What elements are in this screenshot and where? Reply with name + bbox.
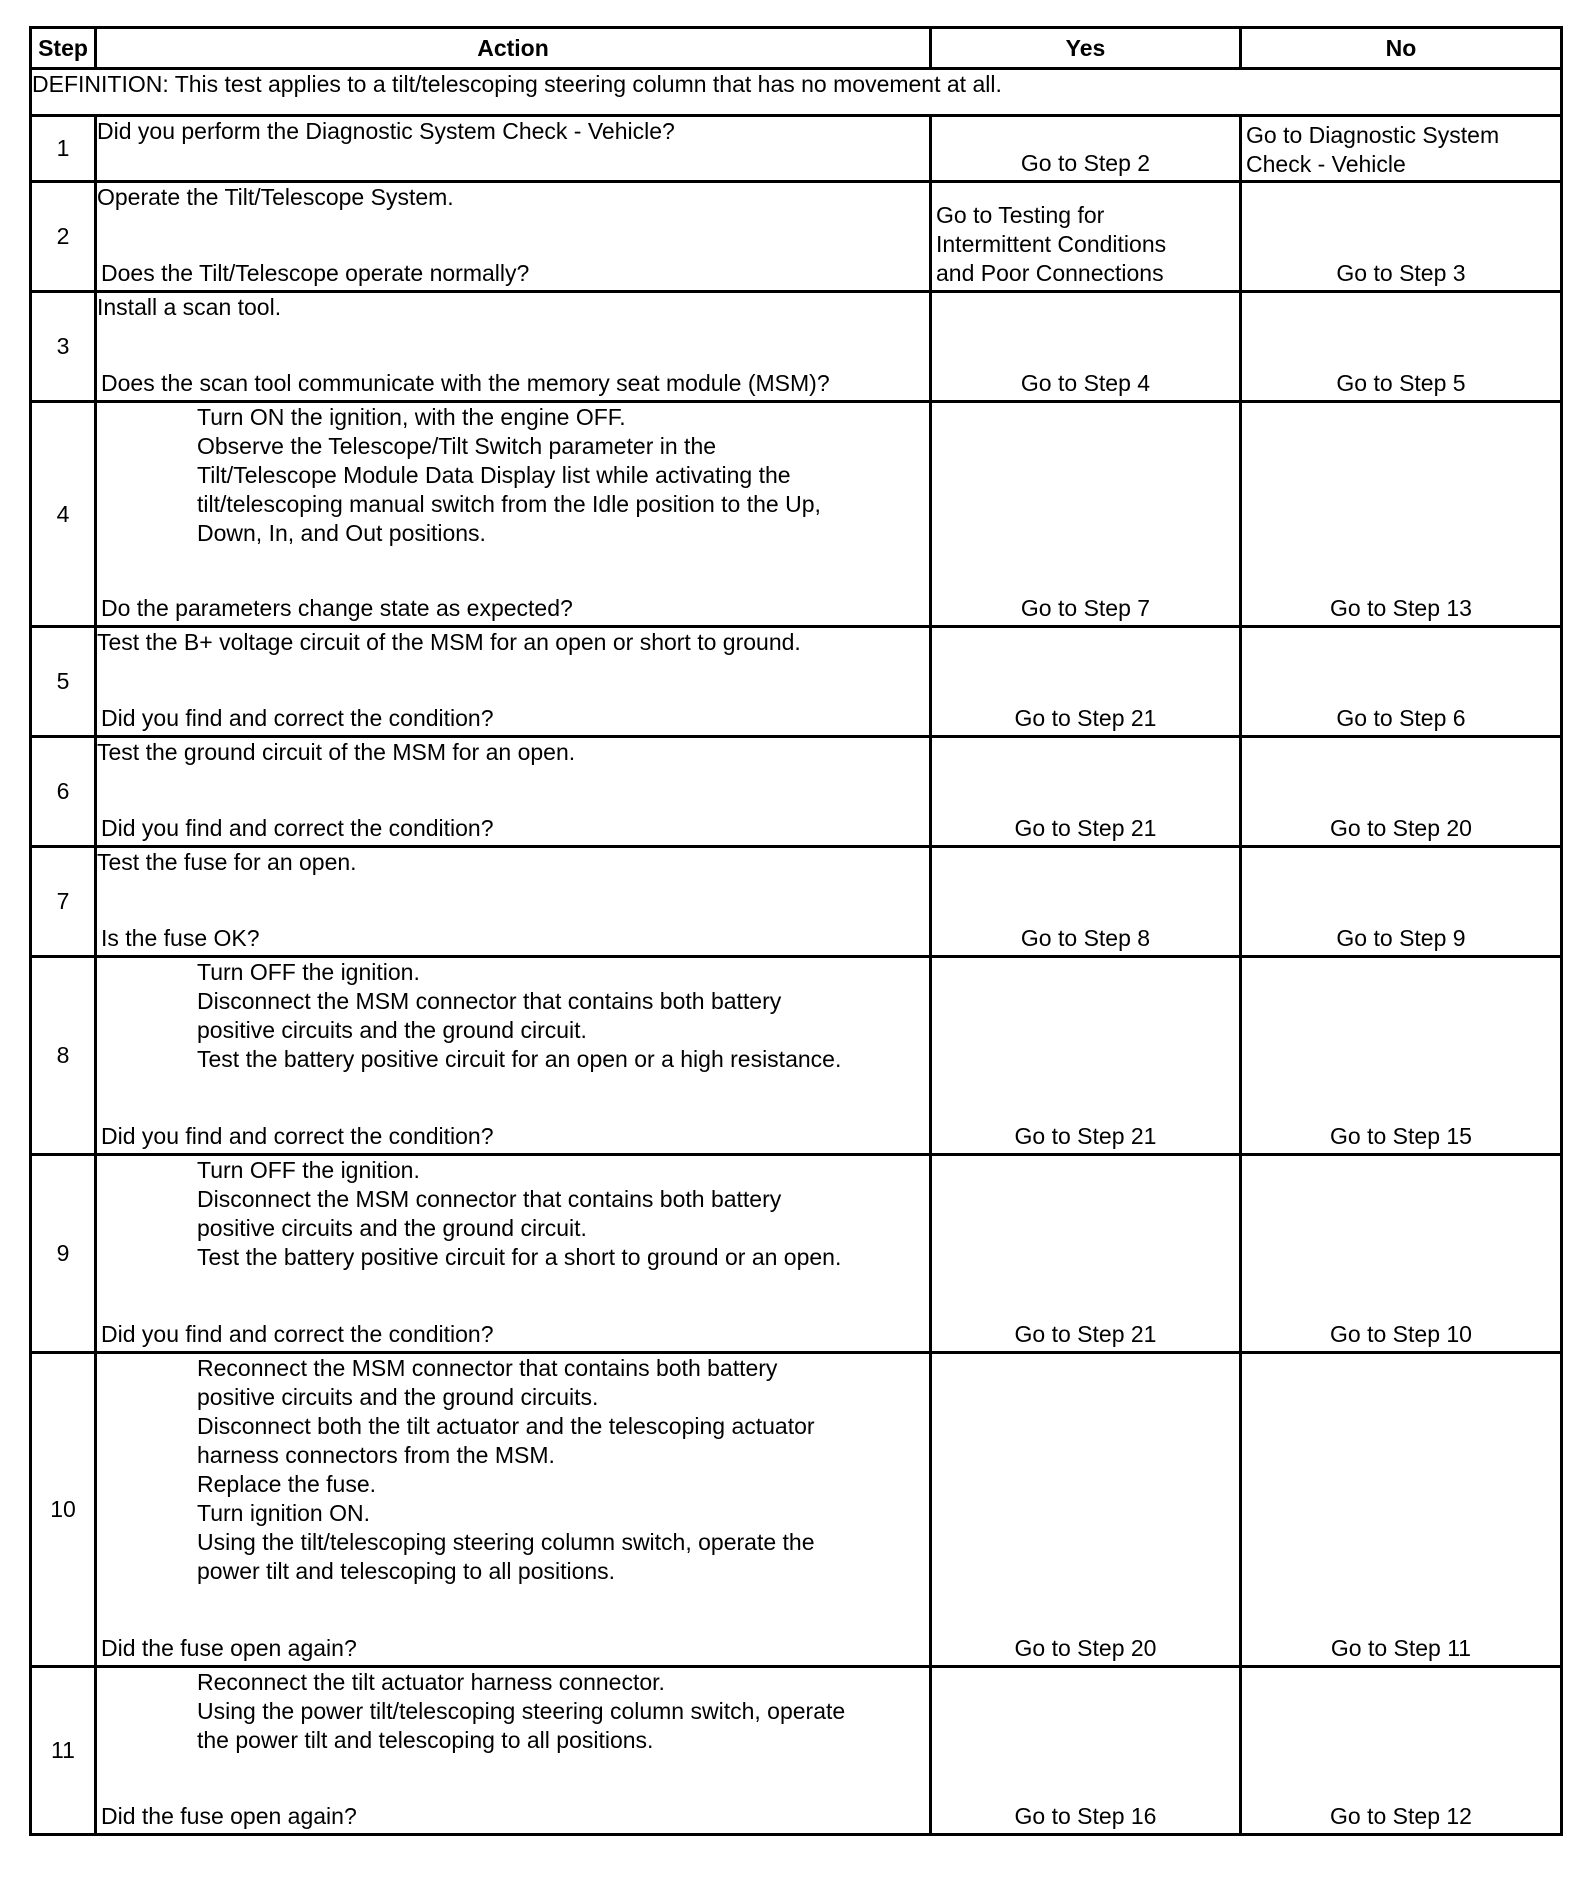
action-line: the power tilt and telescoping to all positions.: [197, 1727, 654, 1753]
yes-answer: [936, 1320, 1235, 1349]
action-question: Did the fuse open again?: [101, 1803, 357, 1829]
action-line: Turn OFF the ignition.: [197, 1157, 420, 1183]
yes-cell: [931, 737, 1241, 847]
yes-cell: [931, 1155, 1241, 1353]
action-line: Disconnect the MSM connector that contains both battery: [197, 988, 782, 1014]
no-answer: [1246, 1634, 1556, 1663]
yes-answer: [936, 1802, 1235, 1831]
no-answer-line: Check - Vehicle: [1246, 151, 1406, 177]
action-cell: [96, 1353, 931, 1667]
action-question: Does the scan tool communicate with the memory seat module (MSM)?: [101, 370, 830, 396]
definition-text: DEFINITION: This test applies to a tilt/telescoping steering column that has no movement at all.: [31, 69, 1562, 116]
step-cell: [31, 402, 96, 627]
action-line: Using the power tilt/telescoping steering column switch, operate: [197, 1698, 846, 1724]
action-cell: [96, 402, 931, 627]
yes-cell: [931, 1667, 1241, 1835]
action-cell: [96, 1155, 931, 1353]
step-cell: [31, 292, 96, 402]
no-answer-line: Go to Step 11: [1330, 1635, 1472, 1661]
action-line: Turn ignition ON.: [197, 1500, 370, 1526]
no-answer: [1246, 814, 1556, 843]
step-cell: [31, 1353, 96, 1667]
table-row: [31, 182, 1562, 292]
step-number: 8: [56, 1042, 70, 1068]
yes-cell: [931, 627, 1241, 737]
yes-answer: [936, 201, 1235, 288]
header-step: Step: [31, 28, 96, 69]
no-answer: [1246, 924, 1556, 953]
header-yes: Yes: [931, 28, 1241, 69]
yes-answer-line: Go to Step 20: [1014, 1635, 1157, 1661]
step-cell: [31, 957, 96, 1155]
action-line: Test the battery positive circuit for an open or a high resistance.: [197, 1046, 842, 1072]
step-number: 9: [56, 1240, 70, 1266]
action-cell: [96, 1667, 931, 1835]
action-line: Test the ground circuit of the MSM for an open.: [97, 739, 576, 765]
no-answer: [1246, 1320, 1556, 1349]
table-row: [31, 847, 1562, 957]
yes-answer-line: Go to Step 21: [1014, 815, 1157, 841]
no-answer-line: Go to Step 12: [1330, 1803, 1472, 1829]
yes-answer-line: Go to Step 21: [1014, 1123, 1157, 1149]
table-row: [31, 737, 1562, 847]
action-question: Did you find and correct the condition?: [101, 705, 494, 731]
no-answer: [1246, 1802, 1556, 1831]
yes-answer-line: Go to Step 16: [1014, 1803, 1157, 1829]
no-cell: [1241, 116, 1562, 182]
no-answer-line: Go to Step 13: [1330, 595, 1472, 621]
action-line: Reconnect the MSM connector that contains both battery: [197, 1355, 778, 1381]
yes-answer: [936, 704, 1235, 733]
action-line: Install a scan tool.: [97, 294, 282, 320]
action-cell: [96, 737, 931, 847]
action-cell: [96, 116, 931, 182]
action-line: Replace the fuse.: [197, 1471, 377, 1497]
no-answer: [1246, 704, 1556, 733]
yes-answer: [936, 814, 1235, 843]
no-cell: [1241, 1353, 1562, 1667]
no-answer: [1246, 369, 1556, 398]
action-line: harness connectors from the MSM.: [197, 1442, 555, 1468]
action-question: Did you find and correct the condition?: [101, 1321, 494, 1347]
action-line: Operate the Tilt/Telescope System.: [97, 184, 454, 210]
yes-answer: [936, 1122, 1235, 1151]
no-cell: [1241, 847, 1562, 957]
action-line: positive circuits and the ground circuits.: [197, 1384, 599, 1410]
no-answer-line: Go to Step 5: [1336, 370, 1466, 396]
yes-cell: [931, 116, 1241, 182]
yes-answer-line: Go to Step 21: [1014, 1321, 1157, 1347]
no-cell: [1241, 627, 1562, 737]
action-cell: [96, 957, 931, 1155]
action-question: Does the Tilt/Telescope operate normally?: [101, 260, 530, 286]
table-row: [31, 1667, 1562, 1835]
action-line: Test the B+ voltage circuit of the MSM for an open or short to ground.: [97, 629, 801, 655]
action-question: Did you find and correct the condition?: [101, 815, 494, 841]
no-cell: [1241, 1155, 1562, 1353]
action-question: Did the fuse open again?: [101, 1635, 357, 1661]
yes-answer-line: and Poor Connections: [936, 260, 1164, 286]
step-number: 1: [56, 135, 70, 161]
action-cell: [96, 627, 931, 737]
no-answer: [1246, 1122, 1556, 1151]
yes-answer-line: Go to Testing for: [936, 202, 1105, 228]
action-line: tilt/telescoping manual switch from the Idle position to the Up,: [197, 491, 821, 517]
step-number: 6: [56, 778, 70, 804]
action-cell: [96, 182, 931, 292]
step-number: 10: [50, 1496, 76, 1522]
step-cell: [31, 847, 96, 957]
no-answer-line: Go to Diagnostic System: [1246, 122, 1500, 148]
yes-answer: [936, 924, 1235, 953]
step-number: 7: [56, 888, 70, 914]
no-cell: [1241, 737, 1562, 847]
no-cell: [1241, 957, 1562, 1155]
action-line: Observe the Telescope/Tilt Switch parameter in the: [197, 433, 717, 459]
yes-answer-line: Go to Step 7: [1020, 595, 1151, 621]
action-line: Disconnect the MSM connector that contains both battery: [197, 1186, 782, 1212]
yes-answer-line: Go to Step 21: [1014, 705, 1157, 731]
yes-answer: [936, 594, 1235, 623]
yes-cell: [931, 292, 1241, 402]
yes-answer: [936, 1634, 1235, 1663]
yes-cell: [931, 1353, 1241, 1667]
no-answer: [1246, 594, 1556, 623]
yes-answer-line: Go to Step 8: [1020, 925, 1151, 951]
action-line: Down, In, and Out positions.: [197, 520, 486, 546]
action-line: Test the fuse for an open.: [97, 849, 357, 875]
action-line: positive circuits and the ground circuit.: [197, 1215, 587, 1241]
no-answer: [1246, 259, 1556, 288]
yes-answer-line: Intermittent Conditions: [936, 231, 1167, 257]
action-line: Turn ON the ignition, with the engine OFF.: [197, 404, 626, 430]
action-cell: [96, 292, 931, 402]
step-cell: [31, 182, 96, 292]
yes-answer-line: Go to Step 4: [1020, 370, 1151, 396]
table-row: [31, 957, 1562, 1155]
step-number: 11: [51, 1737, 75, 1763]
action-line: Tilt/Telescope Module Data Display list while activating the: [197, 462, 791, 488]
action-line: Using the tilt/telescoping steering column switch, operate the: [197, 1529, 815, 1555]
action-line: Disconnect both the tilt actuator and the telescoping actuator: [197, 1413, 815, 1439]
step-number: 2: [56, 223, 70, 249]
action-cell: [96, 847, 931, 957]
no-answer-line: Go to Step 9: [1336, 925, 1466, 951]
step-cell: [31, 737, 96, 847]
no-answer-line: Go to Step 15: [1330, 1123, 1472, 1149]
step-number: 3: [56, 333, 70, 359]
header-row: [31, 28, 1562, 69]
yes-answer: [936, 369, 1235, 398]
table-row: [31, 402, 1562, 627]
header-action: Action: [96, 28, 931, 69]
definition-row: [31, 69, 1562, 116]
action-line: Did you perform the Diagnostic System Check - Vehicle?: [97, 118, 675, 144]
no-answer-line: Go to Step 3: [1336, 260, 1466, 286]
table-row: [31, 1155, 1562, 1353]
yes-cell: [931, 402, 1241, 627]
table-row: [31, 292, 1562, 402]
no-answer-line: Go to Step 20: [1330, 815, 1472, 841]
table-row: [31, 627, 1562, 737]
step-cell: [31, 116, 96, 182]
no-cell: [1241, 292, 1562, 402]
action-line: Turn OFF the ignition.: [197, 959, 420, 985]
yes-cell: [931, 957, 1241, 1155]
yes-answer: [936, 149, 1235, 178]
action-line: Test the battery positive circuit for a short to ground or an open.: [197, 1244, 842, 1270]
action-question: Is the fuse OK?: [101, 925, 260, 951]
header-no: No: [1241, 28, 1562, 69]
yes-cell: [931, 847, 1241, 957]
no-cell: [1241, 1667, 1562, 1835]
step-cell: [31, 1155, 96, 1353]
action-question: Do the parameters change state as expected?: [101, 595, 573, 621]
table-row: [31, 1353, 1562, 1667]
action-line: positive circuits and the ground circuit.: [197, 1017, 587, 1043]
no-cell: [1241, 182, 1562, 292]
action-line: power tilt and telescoping to all positions.: [197, 1558, 616, 1584]
step-number: 4: [56, 500, 70, 527]
step-cell: [31, 1667, 96, 1835]
step-cell: [31, 627, 96, 737]
no-answer: [1246, 121, 1556, 179]
yes-cell: [931, 182, 1241, 292]
table-row: [31, 116, 1562, 182]
yes-answer-line: Go to Step 2: [1020, 150, 1151, 176]
no-answer-line: Go to Step 6: [1336, 705, 1466, 731]
action-question: Did you find and correct the condition?: [101, 1123, 494, 1149]
no-answer-line: Go to Step 10: [1330, 1321, 1472, 1347]
action-line: Reconnect the tilt actuator harness connector.: [197, 1669, 665, 1695]
no-cell: [1241, 402, 1562, 627]
step-number: 5: [56, 668, 70, 694]
diagnostic-table: [29, 26, 1563, 1836]
